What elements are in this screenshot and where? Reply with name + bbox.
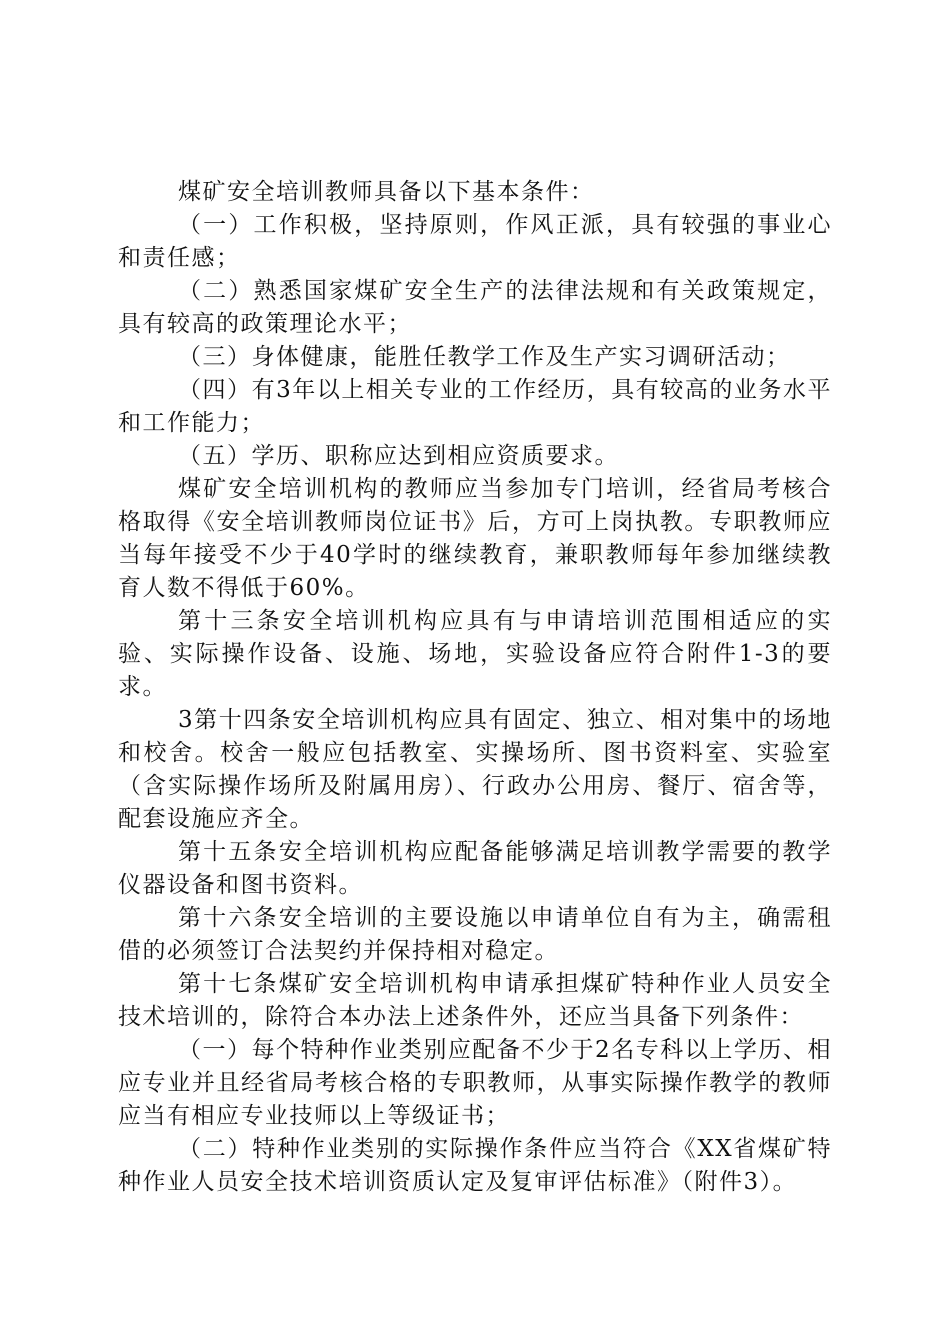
paragraph-condition-1: （一）工作积极，坚持原则，作风正派，具有较强的事业心和责任感； (118, 212, 832, 271)
paragraph-teacher-training: 煤矿安全培训机构的教师应当参加专门培训，经省局考核合格取得《安全培训教师岗位证书》后，方可上岗执教。专职教师应当每年接受不少于40学时的继续教育，兼职教师每年参加继续教育人数不得低于60%。 (118, 476, 832, 601)
paragraph-article-17-item-2: （二）特种作业类别的实际操作条件应当符合《XX省煤矿特种作业人员安全技术培训资质认定及复审评估标准》（附件3）。 (118, 1136, 832, 1195)
paragraph-article-13: 第十三条安全培训机构应具有与申请培训范围相适应的实验、实际操作设备、设施、场地，实验设备应符合附件1-3的要求。 (118, 608, 832, 700)
paragraph-article-17: 第十七条煤矿安全培训机构申请承担煤矿特种作业人员安全技术培训的，除符合本办法上述条件外，还应当具备下列条件： (118, 971, 832, 1030)
paragraph-condition-5: （五）学历、职称应达到相应资质要求。 (178, 443, 619, 469)
paragraph-article-17-item-1: （一）每个特种作业类别应配备不少于2名专科以上学历、相应专业并且经省局考核合格的专职教师，从事实际操作教学的教师应当有相应专业技师以上等级证书； (118, 1037, 832, 1129)
paragraph-article-16: 第十六条安全培训的主要设施以申请单位自有为主，确需租借的必须签订合法契约并保持相对稳定。 (118, 905, 832, 964)
paragraph-condition-4: （四）有3年以上相关专业的工作经历，具有较高的业务水平和工作能力； (118, 377, 832, 436)
paragraph-article-14: 3第十四条安全培训机构应具有固定、独立、相对集中的场地和校舍。校舍一般应包括教室、实操场所、图书资料室、实验室（含实际操作场所及附属用房）、行政办公用房、餐厅、宿舍等，配套设施应齐全。 (118, 707, 832, 832)
paragraph-article-15: 第十五条安全培训机构应配备能够满足培训教学需要的教学仪器设备和图书资料。 (118, 839, 832, 898)
paragraph-condition-3: （三）身体健康，能胜任教学工作及生产实习调研活动； (178, 344, 791, 370)
document-body (118, 176, 832, 1199)
paragraph-condition-2: （二）熟悉国家煤矿安全生产的法律法规和有关政策规定，具有较高的政策理论水平； (118, 278, 832, 337)
paragraph-intro: 煤矿安全培训教师具备以下基本条件： (178, 179, 595, 205)
